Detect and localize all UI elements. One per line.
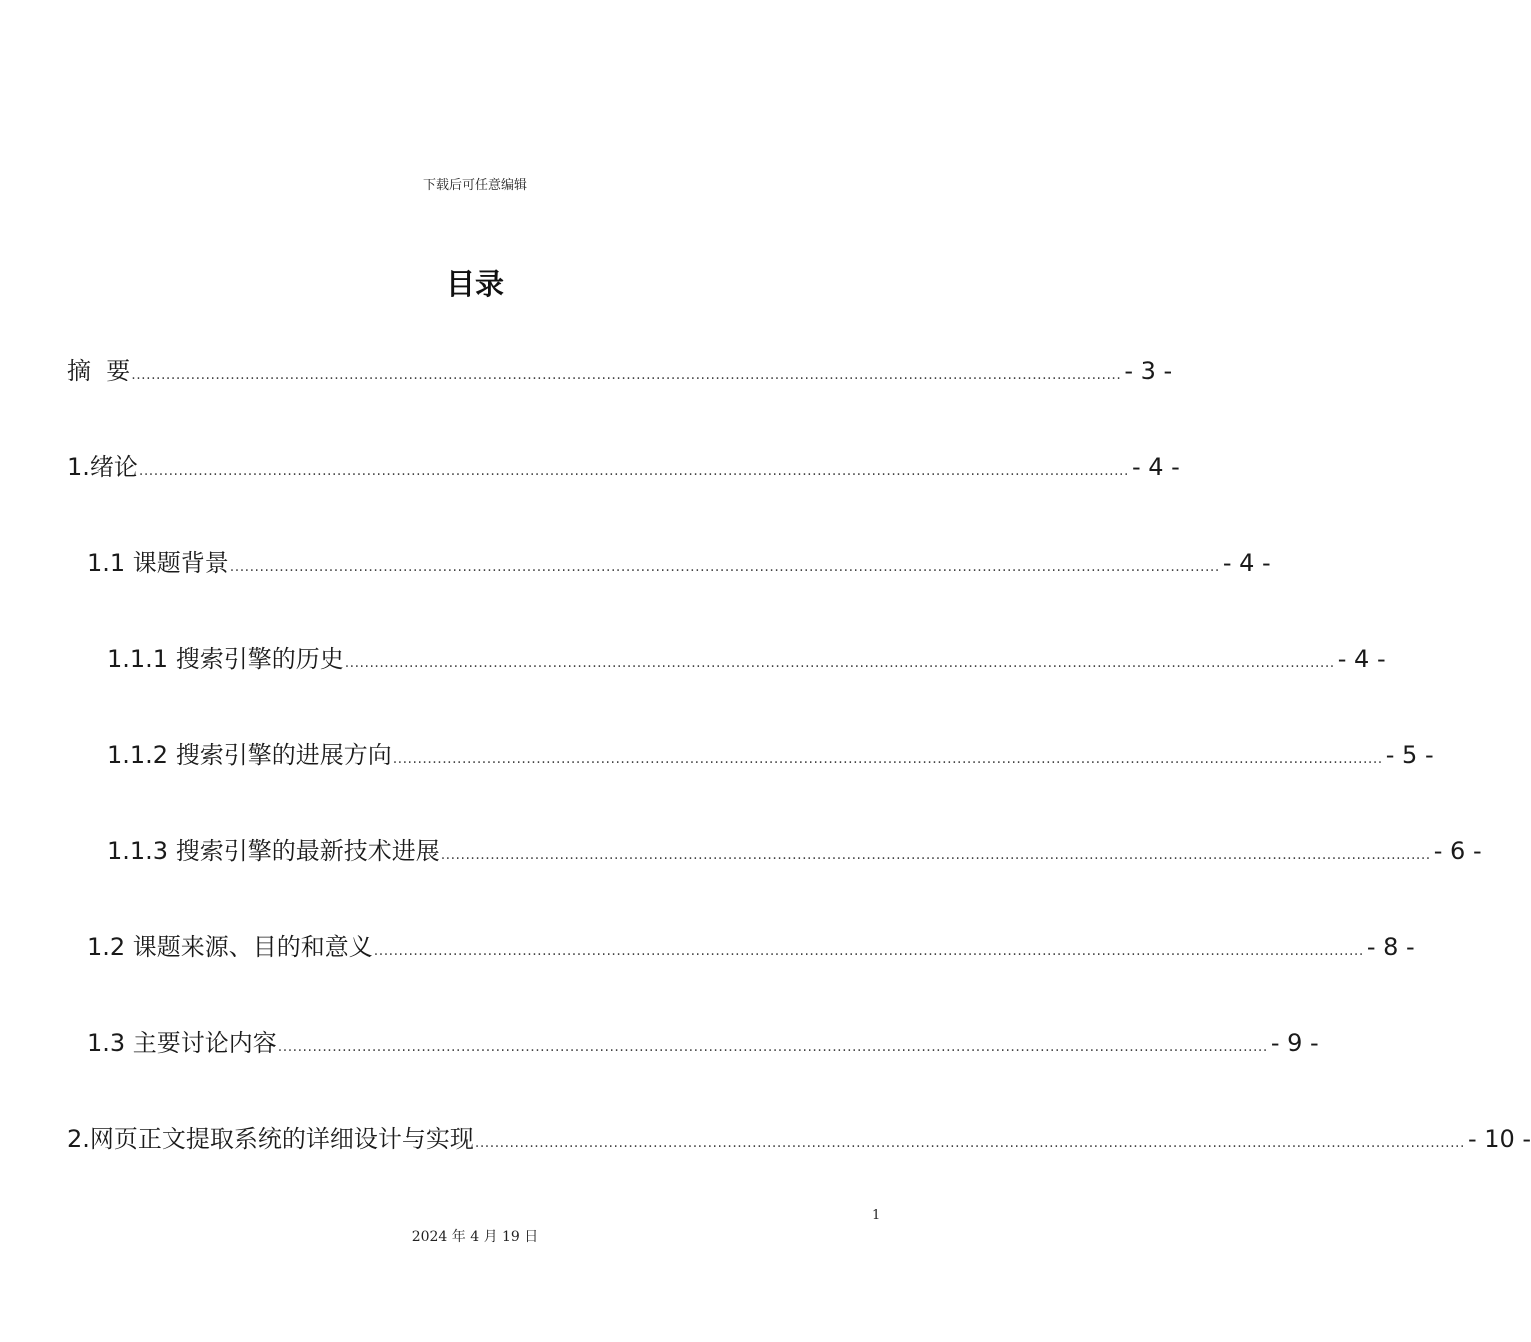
toc-entry-label: 2.网页正文提取系统的详细设计与实现 xyxy=(67,1125,474,1153)
dot-leader: ........................................................................................................................................................................................................ xyxy=(277,1039,1268,1055)
toc-entry-label: 1.1.1 搜索引擎的历史 xyxy=(107,645,344,673)
toc-entry-label: 1.1.2 搜索引擎的进展方向 xyxy=(107,741,392,769)
toc-entry-page: - 9 - xyxy=(1270,1029,1319,1057)
toc-entry-page: - 6 - xyxy=(1433,837,1482,865)
toc-entry-1-1[interactable] xyxy=(87,543,1271,583)
toc-entry-label: 1.2 课题来源、目的和意义 xyxy=(87,933,373,961)
toc-entry-introduction[interactable] xyxy=(67,447,1180,487)
toc-entry-page: - 8 - xyxy=(1366,933,1415,961)
toc-entry-page: - 4 - xyxy=(1337,645,1386,673)
toc-entry-1-2[interactable] xyxy=(87,927,1415,967)
toc-entry-1-1-2[interactable] xyxy=(107,735,1434,775)
dot-leader: ........................................................................................................................................................................................................ xyxy=(373,943,1364,959)
dot-leader: ........................................................................................................................................................................................................ xyxy=(474,1135,1465,1151)
toc-entry-1-1-1[interactable] xyxy=(107,639,1386,679)
toc-entry-page: - 5 - xyxy=(1385,741,1434,769)
dot-leader: ........................................................................................................................................................................................................ xyxy=(138,463,1129,479)
toc-entry-abstract[interactable] xyxy=(67,351,1173,391)
page-number: 1 xyxy=(872,1208,881,1223)
toc-entry-page: - 3 - xyxy=(1124,357,1173,385)
toc-entry-page: - 4 - xyxy=(1222,549,1271,577)
toc-entry-label: 1.3 主要讨论内容 xyxy=(87,1029,277,1057)
toc-entry-label: 1.绪论 xyxy=(67,453,138,481)
dot-leader: ........................................................................................................................................................................................................ xyxy=(131,367,1122,383)
footer-date: 2024 年 4 月 19 日 xyxy=(411,1229,539,1245)
toc-entry-1-1-3[interactable] xyxy=(107,831,1482,871)
dot-leader: ........................................................................................................................................................................................................ xyxy=(344,655,1335,671)
toc-entry-label: 1.1 课题背景 xyxy=(87,549,229,577)
header-note: 下载后可任意编辑 xyxy=(422,178,527,193)
toc-entry-label: 1.1.3 搜索引擎的最新技术进展 xyxy=(107,837,440,865)
toc-entry-chapter-2[interactable] xyxy=(67,1119,1531,1159)
toc-entry-page: - 10 - xyxy=(1467,1125,1531,1153)
toc-entry-page: - 4 - xyxy=(1131,453,1180,481)
toc-entry-label: 摘 要 xyxy=(67,357,131,385)
dot-leader: ........................................................................................................................................................................................................ xyxy=(440,847,1431,863)
toc-title: 目录 xyxy=(445,267,504,301)
toc-entry-1-3[interactable] xyxy=(87,1023,1319,1063)
dot-leader: ........................................................................................................................................................................................................ xyxy=(392,751,1383,767)
dot-leader: ........................................................................................................................................................................................................ xyxy=(229,559,1220,575)
